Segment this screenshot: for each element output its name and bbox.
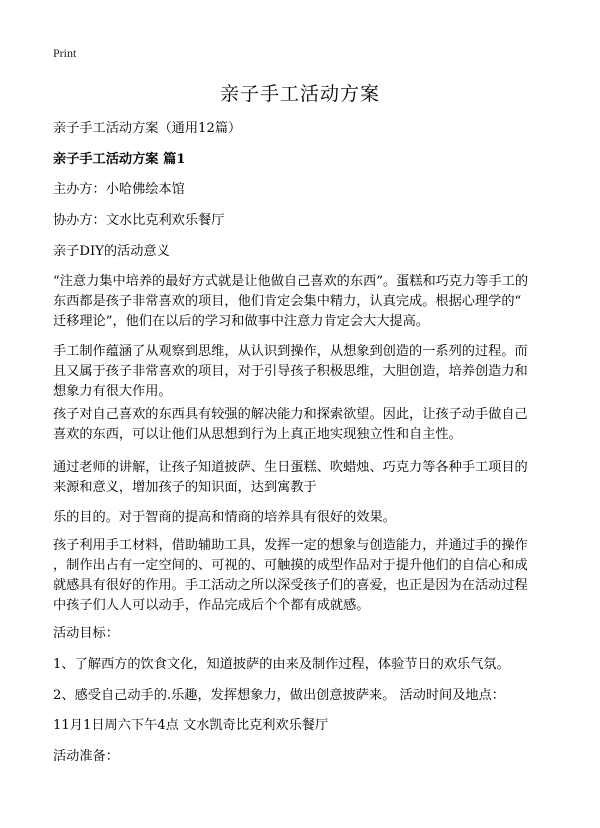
goal-item: 1、了解西方的饮食文化，知道披萨的由来及制作过程，体验节日的欢乐气氛。 (53, 657, 510, 672)
significance-heading: 亲子DIY的活动意义 (53, 244, 170, 259)
paragraph-teacher (53, 458, 550, 498)
paragraph-purpose: 乐的目的。对于智商的提高和情商的培养具有很好的效果。 (53, 510, 396, 525)
paragraph-line: 通过老师的讲解，让孩子知道披萨、生日蛋糕、吹蜡烛、巧克力等各种手工项目的 (53, 460, 528, 475)
paragraph-line: 孩子对自己喜欢的东西具有较强的解决能力和探索欲望。因此，让孩子动手做自己 (53, 407, 528, 422)
paragraph-line: 且又属于孩子非常喜欢的项目，对于引导孩子积极思维，大胆创造，培养创造力和 (53, 364, 528, 379)
paragraph-line: 就感具有很好的作用。手工活动之所以深受孩子们的喜爱，也正是因为在活动过程 (53, 578, 528, 593)
paragraph-line: 喜欢的东西，可以让他们从思想到行为上真正地实现独立性和自主性。 (53, 427, 462, 442)
time-place-line: 11月1日周六下午4点 文水凯奇比克利欢乐餐厅 (53, 718, 329, 733)
goal-item: 2、感受自己动手的.乐趣，发挥想象力，做出创意披萨来。 活动时间及地点： (53, 688, 505, 703)
paragraph-line: ，制作出占有一定空间的、可视的、可触摸的成型作品对于提升他们的自信心和成 (53, 558, 528, 573)
paragraph-line: 来源和意义，增加孩子的知识面，达到寓教于 (53, 480, 317, 495)
paragraph-line: 想象力有很大作用。 (53, 384, 172, 399)
organizer-line: 主办方：小哈佛绘本馆 (53, 182, 185, 197)
document-subtitle: 亲子手工活动方案（通用12篇） (53, 121, 242, 136)
paragraph-line: 东西都是孩子非常喜欢的项目，他们肯定会集中精力，认真完成。根据心理学的“ (53, 294, 522, 309)
co-organizer-line: 协办方：文水比克利欢乐餐厅 (53, 213, 225, 228)
paragraph-line: 中孩子们人人可以动手，作品完成后个个都有成就感。 (53, 598, 370, 613)
section-heading: 亲子手工活动方案 篇1 (53, 152, 186, 167)
paragraph-line: 手工制作蕴涵了从观察到思维，从认识到操作，从想象到创造的一系列的过程。而 (53, 344, 528, 359)
paragraph-materials (53, 536, 550, 616)
paragraph-line: 迁移理论”，他们在以后的学习和做事中注意力肯定会大大提高。 (53, 314, 429, 329)
paragraph-line: 孩子利用手工材料，借助辅助工具，发挥一定的想象与创造能力，并通过手的操作 (53, 538, 528, 553)
paragraph-exploration (53, 405, 550, 445)
print-label: Print (53, 46, 77, 60)
paragraph-handcraft (53, 342, 550, 402)
paragraph-line: “注意力集中培养的最好方式就是让他做自己喜欢的东西”。蛋糕和巧克力等手工的 (53, 274, 529, 289)
preparation-heading: 活动准备： (53, 749, 119, 764)
paragraph-attention (53, 272, 550, 332)
goals-heading: 活动目标： (53, 626, 119, 641)
page-title: 亲子手工活动方案 (219, 83, 380, 105)
